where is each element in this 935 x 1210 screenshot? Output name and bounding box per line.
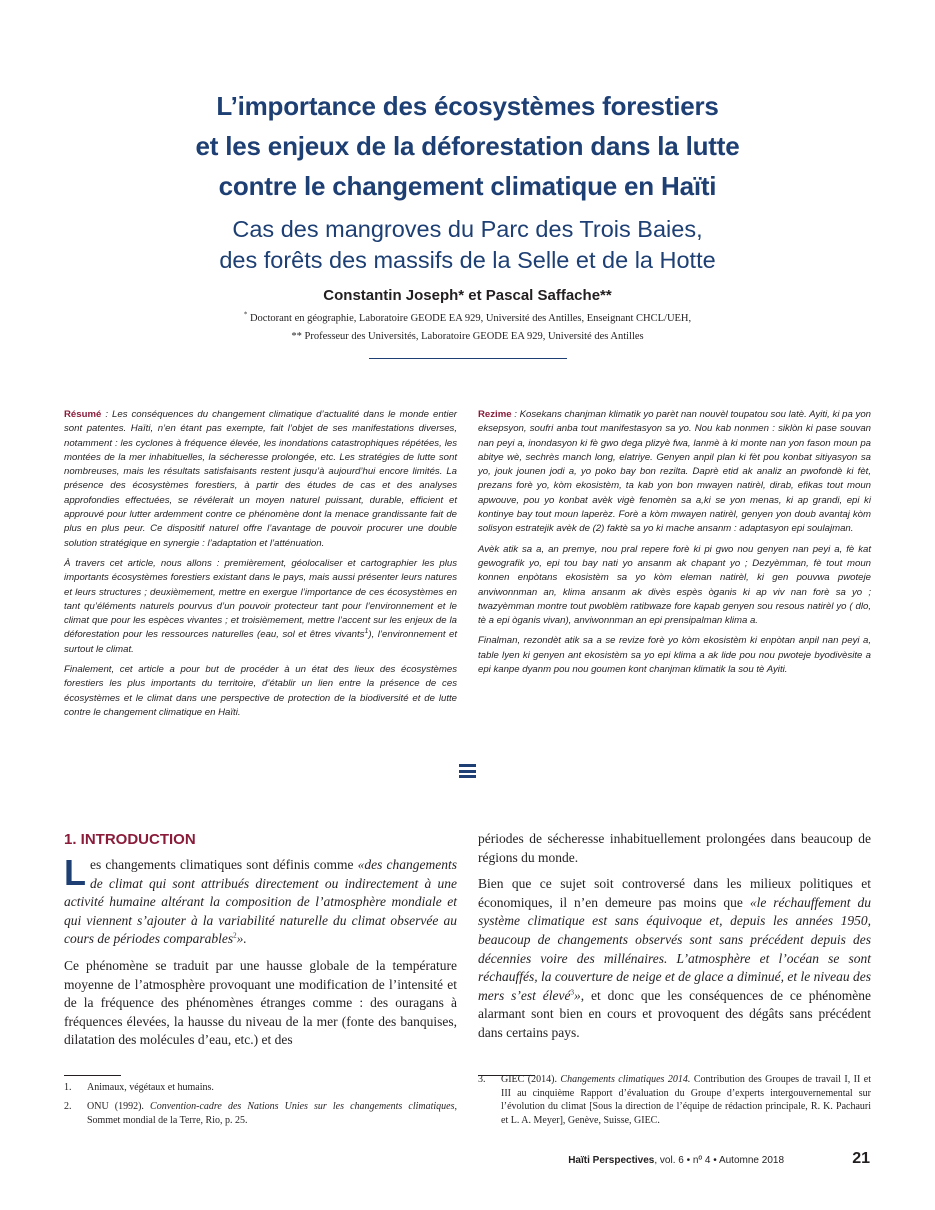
footnote-number: 3. xyxy=(478,1074,486,1085)
quote-text: «le réchauffement du système climatique est sans équivoque et, depuis les années 1950, beaucoup de changements observés sont sans précédent depuis des décennies voire des millénaires. L’atmosphère et l’océan se sont réchauffés, la couverture de neige et de glace a diminué, et le niveau des mers s’est élevé xyxy=(478,894,871,1003)
footnote-ref[interactable]: 1 xyxy=(364,628,369,636)
rezime-paragraph: Finalman, rezondèt atik sa a se revize forè yo kòm ekosistèm ki enpòtan anpil nan peyi a, table lyen ki genyen ant ekosistèm sa yo epi klima a ak lide pou nou pwoteje byodivèsite a epi kanpe dyanm pou nou goumen kont chanjman klimatik la sou tè Ayiti. xyxy=(478,635,871,676)
body-paragraph xyxy=(478,875,871,1042)
resume-paragraph: Finalement, cet article a pour but de procéder à un état des lieux des écosystèmes forestiers les plus importants du territoire, d’établir un lien entre la présence de ces écosystèmes et le climat dans une perspective de protection de la biodiversité et de lutte contre le changement climatique en Haïti. xyxy=(64,664,457,718)
footnote-number: 2. xyxy=(64,1101,72,1112)
title-line: et les enjeux de la déforestation dans la lutte xyxy=(195,131,740,161)
title-line: contre le changement climatique en Haïti xyxy=(218,171,717,201)
rezime-text: : Kosekans chanjman klimatik yo parèt nan nouvèl toupatou sou latè. Ayiti, ki pa yon eksepsyon, soufri anba tout manifestasyon sa yo. Nou kab nonmen : siklòn ki pase souvan nan peyi a, inondasyon ki fè gwo dega plizyè fwa, lanmè à ki monte nan yon fason moun pa abitye wè, sechrès manch long, elatriye. Genyen anpil plan ki fèt pou konbat sitiyasyon sa yo, jouk jounen jodi a, yo poko bay bon rezilta. Daprè etid ak analiz an pwofondè ki fèt, prezans forè yo, kòm ekosistèm, ta kab yon bon mwayen natirèl, dirab, efikas tout moun apwouve, pou yo konbat avèk vigè fenomèn sa a,ki se yon menas, ki ap grandi, epi ki kontinye bay tout moun laperèz. Forè a kòm mwayen natirèl, genyen yon doub avantaj kòm solisyon estratejik avèk de (2) faktè sa yo ki mache ansanm : adaptasyon epi soulajman. xyxy=(478,409,871,535)
resume-paragraph xyxy=(64,557,457,657)
affiliation-mark: * xyxy=(243,310,248,319)
section-heading: 1. INTRODUCTION xyxy=(64,831,196,848)
subtitle-line: des forêts des massifs de la Selle et de la Hotte xyxy=(219,247,716,273)
authors: Constantin Joseph* et Pascal Saffache** xyxy=(323,287,612,304)
journal-name: Haïti Perspectives xyxy=(568,1155,655,1166)
body-column-left xyxy=(64,830,457,1058)
resume-paragraph xyxy=(64,408,457,551)
resume-text: À travers cet article, nous allons : premièrement, géolocaliser et cartographier les plus importants écosystèmes forestiers existant dans le pays, mais aussi présenter leurs natures et leurs structures ; deuxièmement, mettre en exergue l’importance de ces écosystèmes en tant qu’éléments naturels pourvus d’un pouvoir protecteur tant pour l’environnement et le climat que pour les espèces vivantes ; et troisièmement, mettre l’accent sur les enjeux de la déforestation pour les ressources naturelles (eau, sol et êtres vivants xyxy=(64,557,457,641)
footnote-3 xyxy=(478,1073,871,1127)
body-text: es changements climatiques sont définis comme xyxy=(90,857,358,872)
footnote-2 xyxy=(64,1100,457,1127)
footnote-ref[interactable]: 3 xyxy=(570,988,575,997)
rezime-abstract xyxy=(478,408,871,683)
body-text: Bien que ce sujet soit controversé dans les milieux politiques et économiques, il n’en demeure pas moins que xyxy=(478,876,871,910)
journal-details: , vol. 6 • nº 4 • Automne 2018 xyxy=(654,1155,784,1166)
rezime-label: Rezime xyxy=(478,409,512,420)
footnote-ref[interactable]: 2 xyxy=(233,931,237,940)
journal-footer xyxy=(64,1155,784,1166)
affiliation-text: Doctorant en géographie, Laboratoire GEODE EA 929, Université des Antilles, Enseignant CHCL/UEH, xyxy=(247,313,692,324)
article-subtitle xyxy=(60,214,875,276)
resume-abstract xyxy=(64,408,457,726)
quote-text: » xyxy=(574,987,581,1003)
article-title xyxy=(60,86,875,206)
affiliation-1 xyxy=(60,310,875,324)
footnote-text: ONU (1992). Convention-cadre des Nations Unies sur les changements climatiques, Sommet mondial de la Terre, Rio, p. 25. xyxy=(87,1101,458,1126)
affiliation-2: ** Professeur des Universités, Laboratoire GEODE EA 929, Université des Antilles xyxy=(291,331,644,342)
rezime-paragraph xyxy=(478,408,871,537)
title-line: L’importance des écosystèmes forestiers xyxy=(216,91,719,121)
rezime-paragraph: Avèk atik sa a, an premye, nou pral repere forè ki pi gwo nou genyen nan peyi a, fè kat gewografik yo, epi tou bay nati yo ansanm ak chapant yo ; Dezyèmman, fè tout moun konnen enpòtans ekosistèm sa yo kòm eleman natirèl, ki gen pouvwa pwoteje anviwonnman an, klima ansanm ak divès espès òganis ki ap viv nan forè sa yo ; twazyèmman montre tout pwoblèm ratibwaze fore kapab genyen sou resous natirèl yo ( dlo, tè a epi òganis vivan), anviwonnman an epi prensipalman klima a. xyxy=(478,543,871,627)
footnote-number: 1. xyxy=(64,1082,72,1093)
dropcap: L xyxy=(64,852,86,893)
page-number: 21 xyxy=(852,1150,870,1167)
body-text: , et donc que les conséquences de ce phénomène alarmant sont bien en cours et provoquent des dégâts sans précédent dans certains pays. xyxy=(478,987,871,1040)
title-divider xyxy=(369,358,567,359)
footnote-divider xyxy=(64,1075,121,1076)
section-separator-icon xyxy=(459,764,476,778)
footnote-text: GIEC (2014). Changements climatiques 2014. Contribution des Groupes de travail I, II et III au cinquième Rapport d’évaluation du Groupe d’experts intergouvernemental sur l’évolution du climat [Sous la direction de l’équipe de rédaction principale, R. K. Pachauri et L. A. Meyer], Genève, Suisse, GIEC. xyxy=(501,1074,871,1126)
body-paragraph: Ce phénomène se traduit par une hausse globale de la température moyenne de l’atmosphère provoquant une modification de l’intensité et de la fréquence des phénomènes étranges comme : des ouragans à fréquences élevées, la hausse du niveau de la mer (fonte des banquises, dilatation des molécules d’eau, etc.) et des xyxy=(64,957,457,1048)
body-paragraph: périodes de sécheresse inhabituellement prolongées dans beaucoup de régions du monde. xyxy=(478,831,871,865)
resume-text: ), l’environnement et surtout le climat. xyxy=(64,629,458,655)
quote-text: «des changements de climat qui sont attribués directement ou indirectement à une activité humaine altérant la composition de l’atmosphère mondiale et qui viennent s’ajouter à la variabilité naturelle du climat observée au cours de périodes comparables xyxy=(64,857,457,947)
subtitle-line: Cas des mangroves du Parc des Trois Baies, xyxy=(232,216,703,242)
resume-text: : Les conséquences du changement climatique d’actualité dans le monde entier sont patentes. Haïti, n’en étant pas exempte, fait l’objet de ses manifestations diverses, notamment : les cyclones à fréquence élevée, les inondations catastrophiques répétées, les montées de la mer inhabituelles, la sécheresse prolongée, etc. Les stratégies de lutte sont nombreuses, mais les résultats satisfaisants restent jusqu’à aujourd’hui encore limités. La présence des écosystèmes forestiers, à partir des études de cas et des analyses approfondies effectuées, se révélerait un moyen naturel puissant, durable, efficient et approuvé pour lutter ardemment contre ce phénomène dont la menace grandissante fait de plus en plus peur. Ce dispositif naturel offre l’avantage de pouvoir procurer une double solution stratégique en synergie : l’adaptation et l’atténuation. xyxy=(64,409,457,549)
footnote-1 xyxy=(64,1081,457,1095)
footnote-text: Animaux, végétaux et humains. xyxy=(87,1082,214,1093)
quote-text: ». xyxy=(236,931,247,947)
body-column-right xyxy=(478,830,871,1051)
resume-label: Résumé xyxy=(64,409,102,420)
body-paragraph xyxy=(64,852,457,949)
